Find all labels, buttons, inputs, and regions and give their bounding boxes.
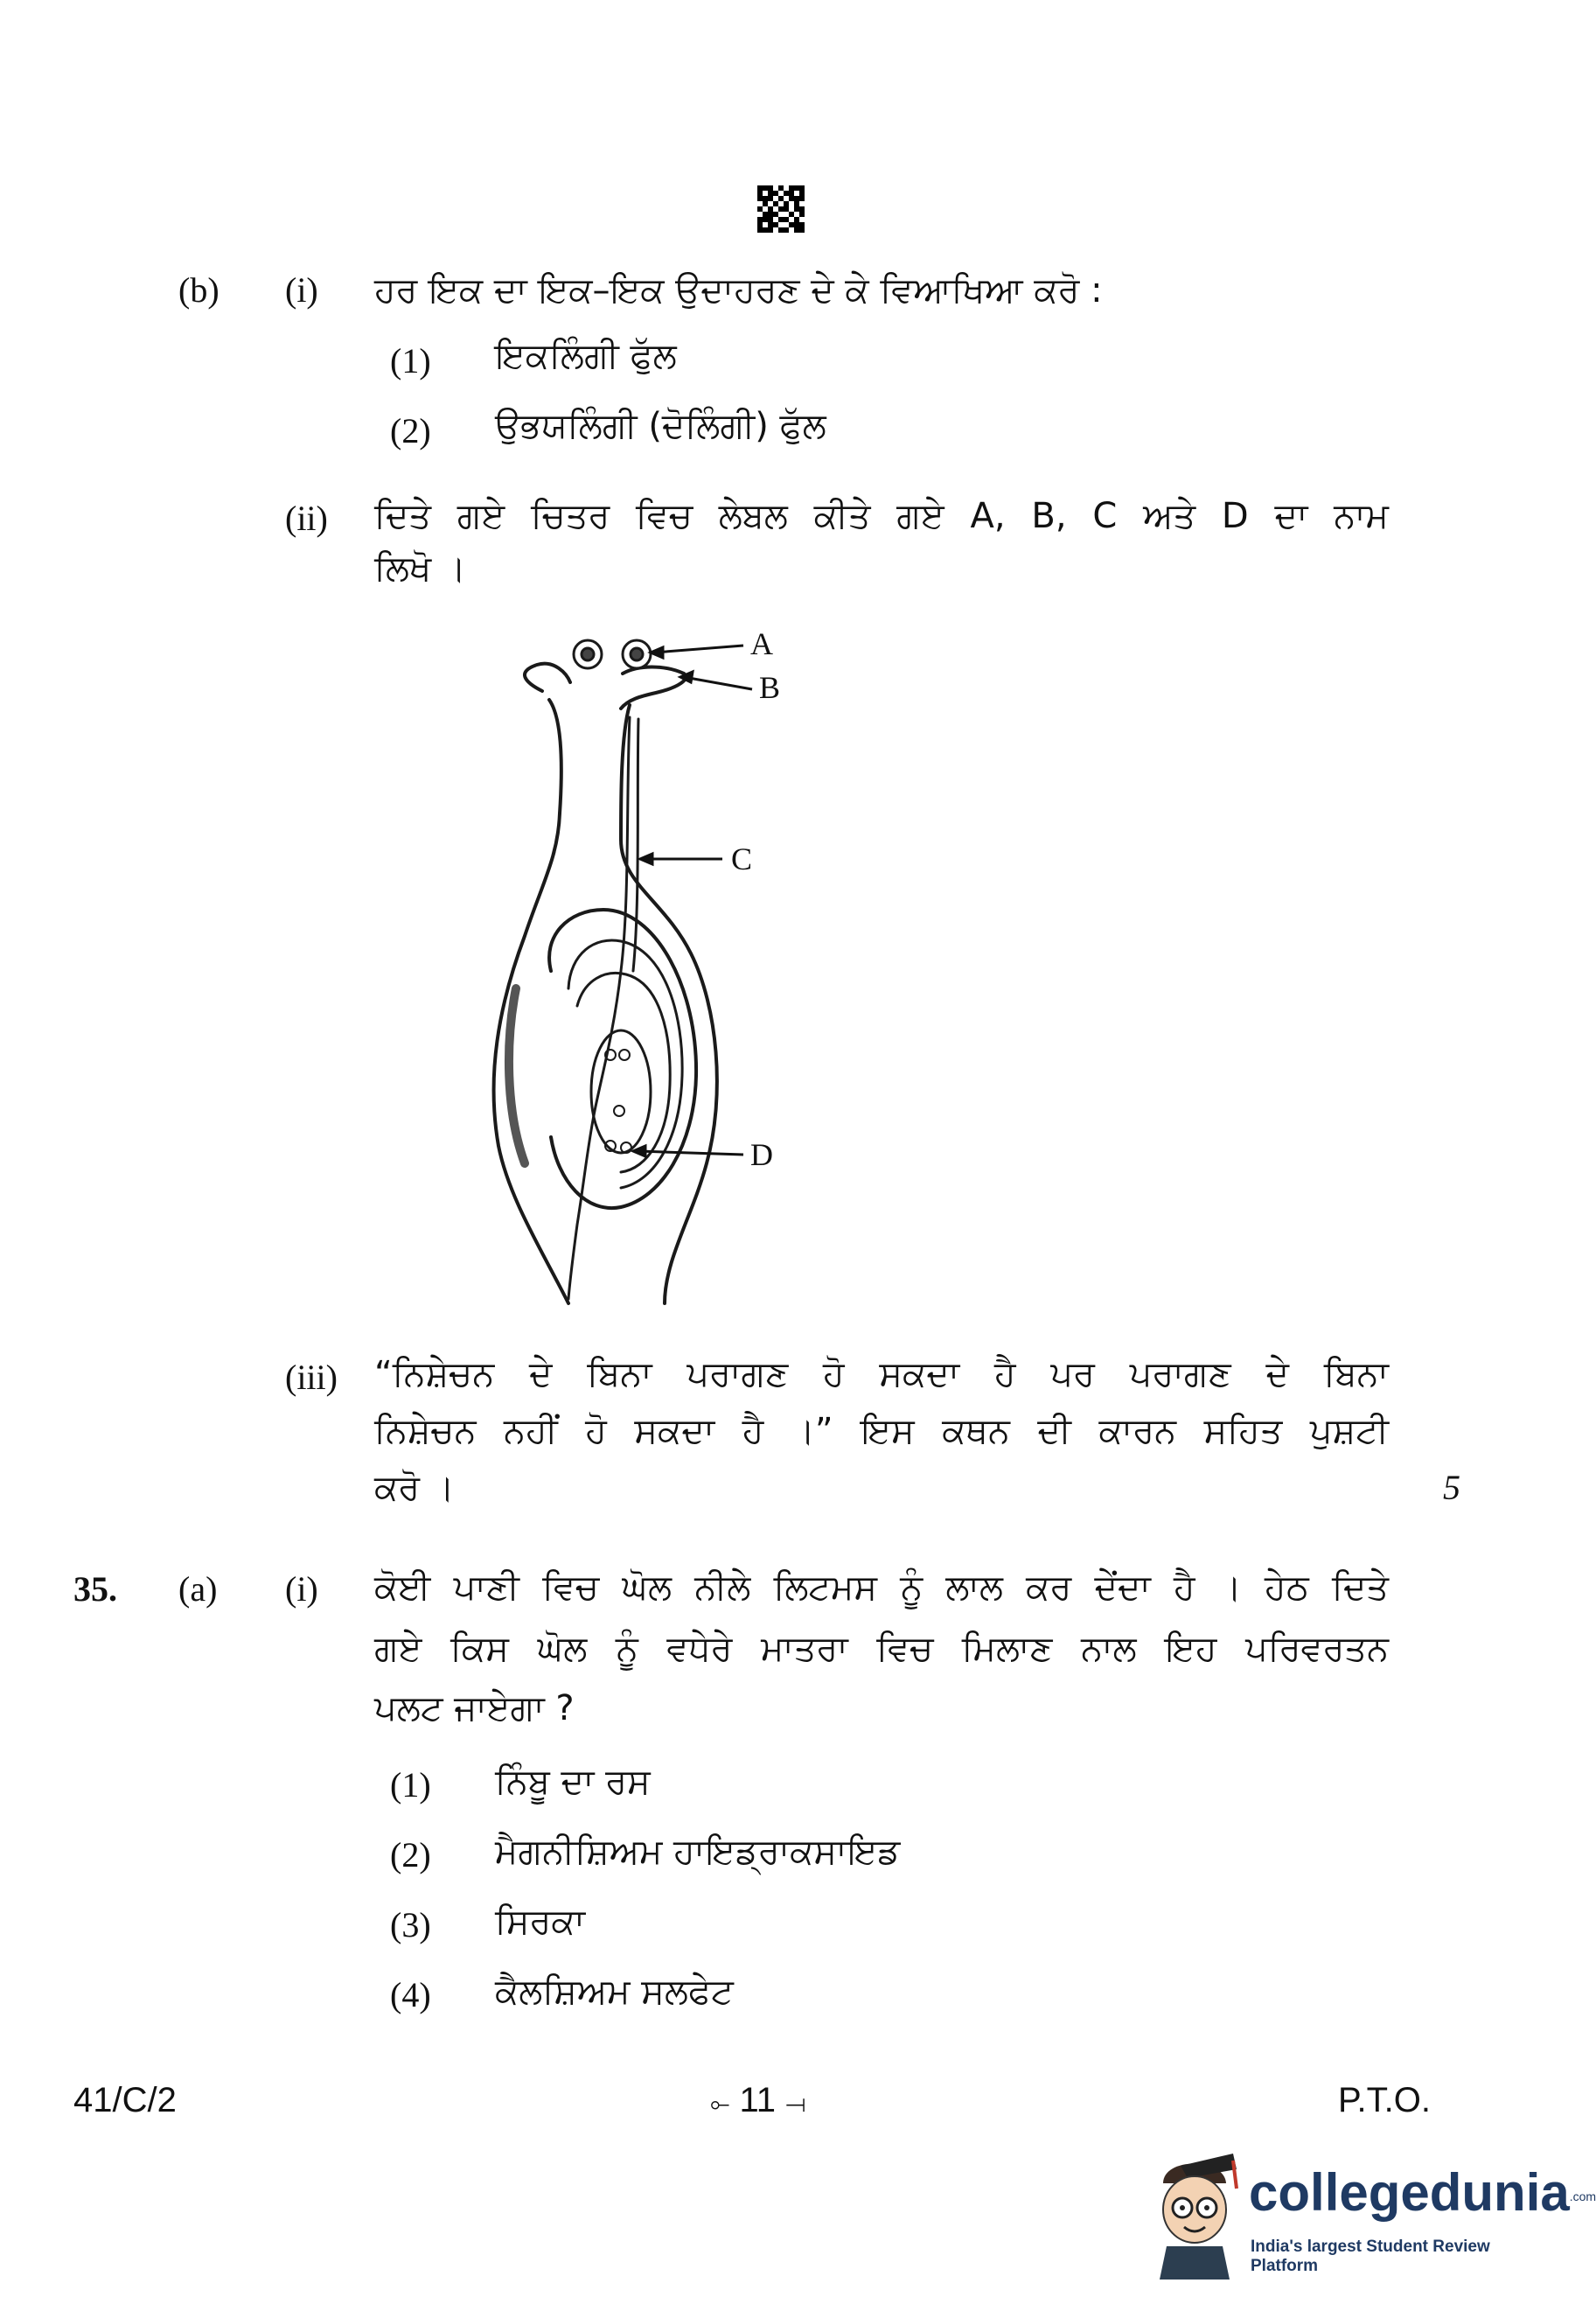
ornament-icon: ⟜ bbox=[710, 2090, 730, 2117]
option-label: (3) bbox=[390, 1905, 431, 1944]
qr-code bbox=[757, 185, 805, 233]
brand-tagline: India's largest Student Review Platform bbox=[1251, 2238, 1490, 2275]
subpart-i-label: (i) bbox=[285, 270, 318, 310]
diagram-label-b: B bbox=[759, 670, 781, 705]
part-a-label: (a) bbox=[178, 1569, 218, 1609]
pto-label: P.T.O. bbox=[1338, 2081, 1431, 2119]
option-label: (1) bbox=[390, 1765, 431, 1805]
option-text: ਨਿੰਬੂ ਦਾ ਰਸ bbox=[495, 1762, 651, 1802]
question-number: 35. bbox=[73, 1569, 117, 1609]
option-text: ਇਕਲਿੰਗੀ ਫੁੱਲ bbox=[495, 336, 677, 376]
option-label: (2) bbox=[390, 411, 431, 450]
diagram-label-c: C bbox=[731, 841, 753, 876]
brand-name: collegedunia.com bbox=[1249, 2163, 1596, 2222]
style-left-wall bbox=[494, 700, 568, 1303]
subpart-ii-line: ਲਿਖੋ । bbox=[374, 548, 466, 589]
subpart-iii-line: “ਨਿਸ਼ੇਚਨ ਦੇ ਬਿਨਾ ਪਰਾਗਣ ਹੋ ਸਕਦਾ ਹੈ ਪਰ ਪਰਾਗਣ ਦੇ ਬਿਨਾ bbox=[374, 1354, 1389, 1394]
part-b-label: (b) bbox=[178, 270, 220, 310]
ornament-icon: ⟞ bbox=[785, 2090, 806, 2117]
stigma-outline bbox=[525, 664, 570, 691]
style-right-wall bbox=[621, 705, 717, 1303]
subpart-i-text: ਹਰ ਇਕ ਦਾ ਇਕ–ਇਕ ਉਦਾਹਰਣ ਦੇ ਕੇ ਵਿਆਖਿਆ ਕਰੋ : bbox=[374, 270, 1103, 311]
subpart-iii-line: ਨਿਸ਼ੇਚਨ ਨਹੀਂ ਹੋ ਸਕਦਾ ਹੈ ।” ਇਸ ਕਥਨ ਦੀ ਕਾਰਨ ਸਹਿਤ ਪੁਸ਼ਟੀ bbox=[374, 1411, 1389, 1451]
subpart-iii-line: ਕਰੋ । bbox=[374, 1468, 455, 1508]
diagram-label-d: D bbox=[750, 1137, 773, 1172]
option-label: (2) bbox=[390, 1835, 431, 1875]
option-text: ਸਿਰਕਾ bbox=[495, 1902, 586, 1942]
diagram-label-a: A bbox=[750, 626, 773, 661]
question-line: ਪਲਟ ਜਾਏਗਾ ? bbox=[374, 1688, 575, 1728]
stigma-outline bbox=[621, 667, 686, 709]
pistil-diagram bbox=[490, 621, 875, 1303]
subpart-ii-label: (ii) bbox=[285, 499, 328, 538]
page-number: ⟜ 11 ⟞ bbox=[710, 2081, 806, 2119]
subpart-iii-label: (iii) bbox=[285, 1358, 338, 1397]
question-line: ਕੋਈ ਪਾਣੀ ਵਿਚ ਘੋਲ ਨੀਲੇ ਲਿਟਮਸ ਨੂੰ ਲਾਲ ਕਰ ਦੇਂਦਾ ਹੈ । ਹੇਠ ਦਿਤੇ bbox=[374, 1567, 1389, 1608]
option-text: ਉਭਯਲਿੰਗੀ (ਦੋਲਿੰਗੀ) ਫੁੱਲ bbox=[495, 406, 826, 446]
option-text: ਕੈਲਸ਼ਿਅਮ ਸਲਫੇਟ bbox=[495, 1972, 734, 2012]
question-line: ਗਏ ਕਿਸ ਘੋਲ ਨੂੰ ਵਧੇਰੇ ਮਾਤਰਾ ਵਿਚ ਮਿਲਾਣ ਨਾਲ ਇਹ ਪਰਿਵਰਤਨ bbox=[374, 1629, 1389, 1669]
paper-code: 41/C/2 bbox=[73, 2081, 177, 2119]
option-text: ਮੈਗਨੀਸ਼ਿਅਮ ਹਾਇਡ੍ਰਾਕਸਾਇਡ bbox=[495, 1832, 901, 1872]
marks: 5 bbox=[1443, 1468, 1460, 1507]
option-label: (1) bbox=[390, 341, 431, 381]
collegedunia-logo bbox=[1146, 2143, 1596, 2292]
subpart-ii-line: ਦਿਤੇ ਗਏ ਚਿਤਰ ਵਿਚ ਲੇਬਲ ਕੀਤੇ ਗਏ A, B, C ਅਤੇ D ਦਾ ਨਾਮ bbox=[374, 496, 1389, 536]
subpart-i-label: (i) bbox=[285, 1569, 318, 1609]
option-label: (4) bbox=[390, 1975, 431, 2014]
mascot-icon bbox=[1146, 2148, 1242, 2280]
